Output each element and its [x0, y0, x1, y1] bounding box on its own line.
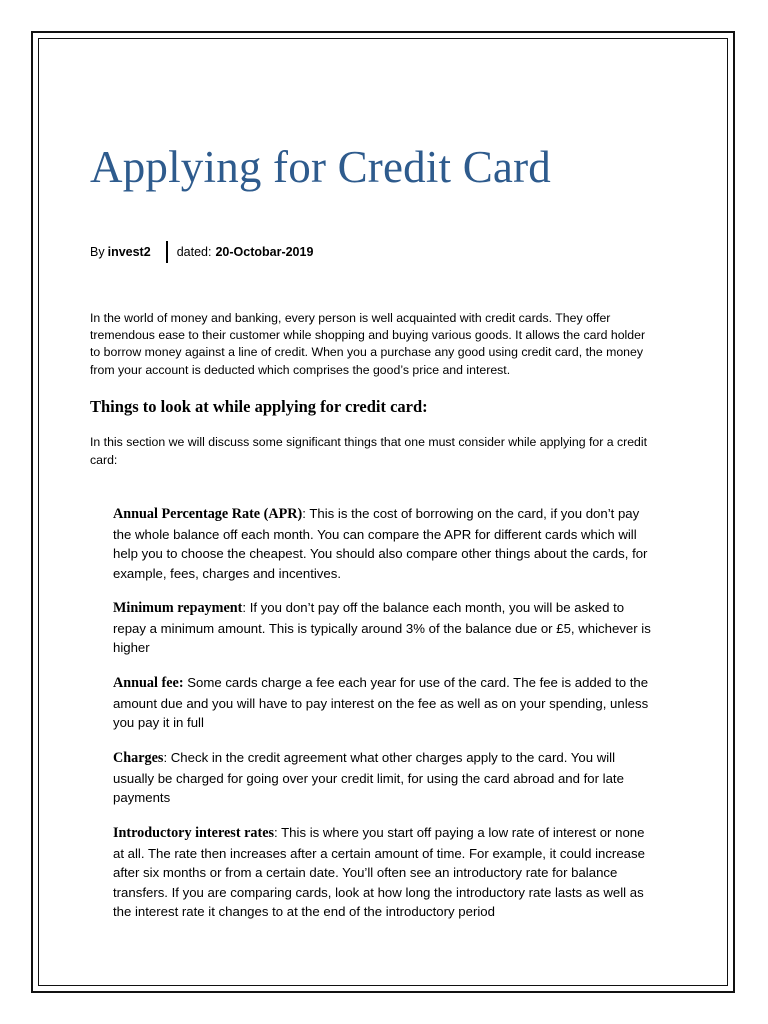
byline-by-label: By	[90, 245, 105, 259]
item-term: Annual Percentage Rate (APR)	[113, 506, 303, 522]
item-first-line	[113, 748, 693, 769]
intro-line: tremendous ease to their customer while shopping and buying various goods. It allows the card holder	[90, 328, 646, 343]
intro-paragraph	[90, 310, 680, 379]
item-line: payments	[113, 790, 171, 806]
item-apr	[113, 504, 693, 583]
item-text: : If you don’t pay off the balance each month, you will be asked to	[242, 600, 625, 615]
item-line: transfers. If you are comparing cards, look at how long the introductory rate lasts as well as	[113, 884, 644, 900]
item-first-line	[113, 598, 693, 619]
item-line: the interest rate it changes to at the end of the introductory period	[113, 904, 495, 920]
item-text: Some cards charge a fee each year for use of the card. The fee is added to the	[183, 675, 649, 690]
item-text: : This is where you start off paying a low rate of interest or none	[274, 825, 645, 840]
byline	[90, 241, 313, 263]
item-term: Annual fee:	[113, 675, 184, 691]
intro-line: to borrow money against a line of credit. When you a purchase any good using credit card, the money	[90, 345, 643, 360]
item-first-line	[113, 504, 693, 525]
item-first-line	[113, 823, 693, 844]
item-annual-fee	[113, 673, 693, 733]
item-line: help you to choose the cheapest. You should also compare other things about the cards, for	[113, 546, 648, 562]
byline-author: invest2	[107, 245, 151, 259]
section-intro-line: card:	[90, 453, 118, 467]
item-text: : Check in the credit agreement what other charges apply to the card. You will	[163, 750, 616, 765]
item-minimum-repayment	[113, 598, 693, 658]
item-line: amount due and you will have to pay interest on the fee as well as on your spending, unless	[113, 695, 649, 711]
item-term: Minimum repayment	[113, 600, 243, 616]
item-line: after six months or from a certain date. You’ll often see an introductory rate for balance	[113, 865, 618, 881]
byline-divider	[166, 241, 168, 263]
item-line: usually be charged for going over your credit limit, for using the card abroad and for late	[113, 770, 624, 786]
item-introductory-rates	[113, 823, 693, 922]
item-term: Charges	[113, 750, 164, 766]
item-first-line	[113, 673, 693, 694]
item-line: higher	[113, 640, 150, 656]
byline-date: 20-Octobar-2019	[215, 245, 314, 259]
article-title: Applying for Credit Card	[90, 142, 551, 192]
section-heading: Things to look at while applying for credit card:	[90, 397, 428, 416]
item-term: Introductory interest rates	[113, 825, 275, 841]
item-line: the whole balance off each month. You can compare the APR for different cards which will	[113, 526, 637, 542]
item-line: at all. The rate then increases after a certain amount of time. For example, it could increase	[113, 845, 645, 861]
item-line: example, fees, charges and incentives.	[113, 565, 341, 581]
byline-dated-label: dated:	[176, 245, 212, 259]
item-line: you pay it in full	[113, 715, 204, 731]
section-intro-line: In this section we will discuss some significant things that one must consider while applying for a credit	[90, 435, 648, 449]
item-text: : This is the cost of borrowing on the card, if you don’t pay	[302, 506, 640, 521]
item-line: repay a minimum amount. This is typically around 3% of the balance due or £5, whichever is	[113, 620, 651, 636]
item-charges	[113, 748, 693, 808]
section-intro	[90, 433, 690, 469]
intro-line: In the world of money and banking, every person is well acquainted with credit cards. They offer	[90, 311, 611, 325]
intro-line: from your account is deducted which comprises the good’s price and interest.	[90, 362, 511, 377]
